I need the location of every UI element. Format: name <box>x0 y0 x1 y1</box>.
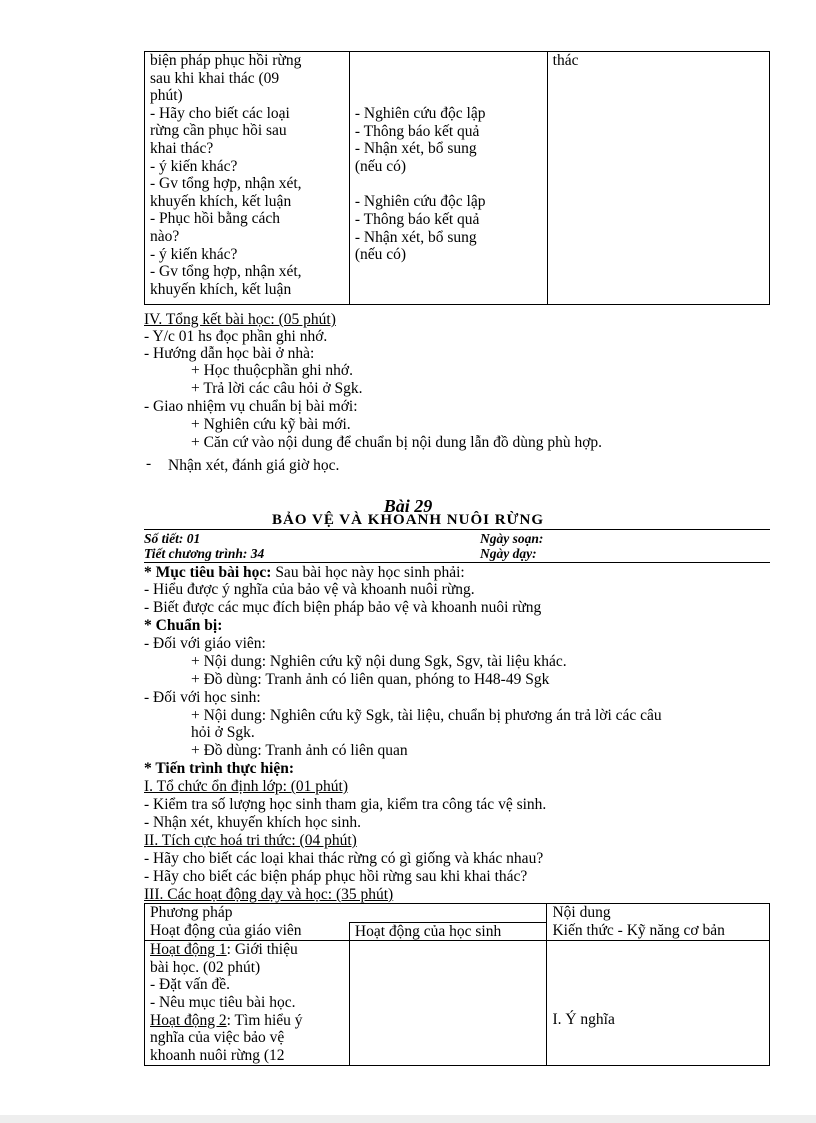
summary-line-6: + Nghiên cứu kỹ bài mới. <box>191 416 351 433</box>
top-student-b-line: - Thông báo kết quả <box>354 210 480 228</box>
activity-2-line <box>150 1012 344 1030</box>
summary-heading: IV. Tổng kết bài học: (05 phút) <box>144 311 336 328</box>
title-divider <box>144 529 770 530</box>
top-teacher-line: khuyến khích, kết luận <box>150 192 292 210</box>
top-teacher-line: - Hãy cho biết các loại <box>150 104 290 122</box>
activity-1-label: Hoạt động 1 <box>150 941 227 959</box>
section-3-heading: III. Các hoạt động dạy và học: (35 phút) <box>144 886 394 903</box>
top-table-teacher-cell <box>145 52 350 305</box>
top-table-content-text: thác <box>552 52 579 69</box>
method-header: Phương pháp <box>150 904 233 921</box>
top-teacher-line: - ý kiến khác? <box>150 157 238 175</box>
summary-line-4: + Trả lời các câu hỏi ở Sgk. <box>191 380 363 397</box>
process-label: * Tiến trình thực hiện: <box>144 760 294 777</box>
tiet-chuong-trinh: Tiết chương trình: 34 <box>144 546 265 561</box>
top-teacher-line: - ý kiến khác? <box>150 245 238 263</box>
summary-line-8: Nhận xét, đánh giá giờ học. <box>168 457 340 474</box>
method-header-cell <box>145 904 547 923</box>
prep-student-materials: + Đồ dùng: Tranh ảnh có liên quan <box>191 742 408 759</box>
top-student-b-line: - Nghiên cứu độc lập <box>354 193 486 211</box>
prep-student-content: + Nội dung: Nghiên cứu kỹ Sgk, tài liệu, chuẩn bị phương án trả lời các câu <box>191 707 662 724</box>
top-table-student-cell <box>349 52 547 305</box>
so-tiet: Số tiết: 01 <box>144 531 201 546</box>
activity-table <box>144 903 770 1066</box>
top-teacher-line: biện pháp phục hồi rừng <box>150 52 302 69</box>
section-1-heading: I. Tổ chức ổn định lớp: (01 phút) <box>144 778 349 795</box>
objectives-label: * Mục tiêu bài học: <box>144 564 272 581</box>
top-lesson-table <box>144 51 770 305</box>
teacher-header-cell <box>145 922 350 941</box>
objectives-text: Sau bài học này học sinh phải: <box>271 564 465 581</box>
page-bottom-edge <box>0 1115 816 1123</box>
summary-line-7: + Căn cứ vào nội dung để chuẩn bị nội dung lẫn đồ dùng phù hợp. <box>191 434 603 451</box>
top-teacher-line: - Gv tổng hợp, nhận xét, <box>150 175 302 193</box>
student-activity-header: Hoạt động của học sinh <box>354 922 502 940</box>
activity-1-line-3: - Đặt vấn đề. <box>150 976 231 994</box>
top-teacher-line: - Gv tổng hợp, nhận xét, <box>150 263 302 281</box>
top-teacher-line: khai thác? <box>150 139 214 157</box>
objective-1: - Hiểu được ý nghĩa của bảo vệ và khoanh nuôi rừng. <box>144 581 475 598</box>
prep-teacher-content: + Nội dung: Nghiên cứu kỹ nội dung Sgk, Sgv, tài liệu khác. <box>191 653 567 670</box>
top-teacher-line: sau khi khai thác (09 <box>150 69 280 87</box>
section-2-line-2: - Hãy cho biết các biện pháp phục hồi rừng sau khi khai thác? <box>144 868 528 885</box>
section-2-line-1: - Hãy cho biết các loại khai thác rừng có gì giống và khác nhau? <box>144 850 544 867</box>
content-header: Nội dung <box>552 904 611 921</box>
prep-teacher: - Đối với giáo viên: <box>144 635 266 652</box>
ngay-day: Ngày dạy: <box>480 546 537 561</box>
section-1-line-1: - Kiểm tra số lượng học sinh tham gia, kiểm tra công tác vệ sinh. <box>144 796 547 813</box>
top-teacher-line: nào? <box>150 227 180 245</box>
prep-label: * Chuẩn bị: <box>144 617 223 634</box>
objectives-line <box>144 564 465 581</box>
section-2-heading: II. Tích cực hoá tri thức: (04 phút) <box>144 832 357 849</box>
top-teacher-line: phút) <box>150 87 183 105</box>
knowledge-item-1: I. Ý nghĩa <box>552 1011 615 1029</box>
teacher-activity-cell <box>145 941 350 1066</box>
lesson-title: BẢO VỆ VÀ KHOANH NUÔI RỪNG <box>272 512 544 528</box>
top-teacher-line: rừng cần phục hồi sau <box>150 122 287 140</box>
top-table-content-cell <box>547 52 769 305</box>
summary-line-2: - Hướng dẫn học bài ở nhà: <box>144 345 315 362</box>
top-student-b-line: - Nhận xét, bổ sung <box>354 228 477 246</box>
section-1-line-2: - Nhận xét, khuyến khích học sinh. <box>144 814 361 831</box>
activity-2-line-2: nghĩa của việc bảo vệ <box>150 1029 285 1047</box>
knowledge-header: Kiến thức - Kỹ năng cơ bản <box>552 921 725 939</box>
teacher-activity-header: Hoạt động của giáo viên <box>150 922 302 940</box>
student-activity-cell <box>349 941 547 1066</box>
activity-2-text: : Tìm hiểu ý <box>226 1011 303 1029</box>
summary-line-1: - Y/c 01 hs đọc phần ghi nhớ. <box>144 328 328 345</box>
activity-2-label: Hoạt động 2 <box>150 1011 227 1029</box>
activity-1-line-2: bài học. (02 phút) <box>150 958 261 976</box>
top-student-a-line: - Thông báo kết quả <box>354 122 480 140</box>
top-student-a-line: (nếu có) <box>354 157 407 175</box>
knowledge-cell <box>547 941 770 1066</box>
prep-student-content-cont: hỏi ở Sgk. <box>191 724 255 741</box>
activity-2-line-3: khoanh nuôi rừng (12 <box>150 1046 285 1064</box>
prep-student: - Đối với học sinh: <box>144 689 261 706</box>
student-header-cell <box>349 922 547 941</box>
objective-2: - Biết được các mục đích biện pháp bảo vệ và khoanh nuôi rừng <box>144 599 542 616</box>
activity-1-line-4: - Nêu mục tiêu bài học. <box>150 993 296 1011</box>
lesson-number: Bài 29 <box>383 496 433 516</box>
activity-1-line <box>150 941 344 959</box>
content-header-cell <box>547 904 770 941</box>
top-student-a-line: - Nghiên cứu độc lập <box>354 105 486 122</box>
ngay-soan: Ngày soạn: <box>480 531 544 546</box>
top-student-a-line: - Nhận xét, bổ sung <box>354 140 477 158</box>
top-teacher-line: khuyến khích, kết luận <box>150 280 292 298</box>
bullet-marker: - <box>146 455 152 472</box>
summary-line-5: - Giao nhiệm vụ chuẩn bị bài mới: <box>144 398 358 415</box>
top-student-b-line: (nếu có) <box>354 246 407 264</box>
meta-divider <box>144 562 770 563</box>
top-teacher-line: - Phục hồi bằng cách <box>150 210 280 228</box>
summary-line-3: + Học thuộcphần ghi nhớ. <box>191 362 354 379</box>
prep-teacher-materials: + Đồ dùng: Tranh ảnh có liên quan, phóng to H48-49 Sgk <box>191 671 550 688</box>
activity-1-text: : Giới thiệu <box>226 941 298 959</box>
